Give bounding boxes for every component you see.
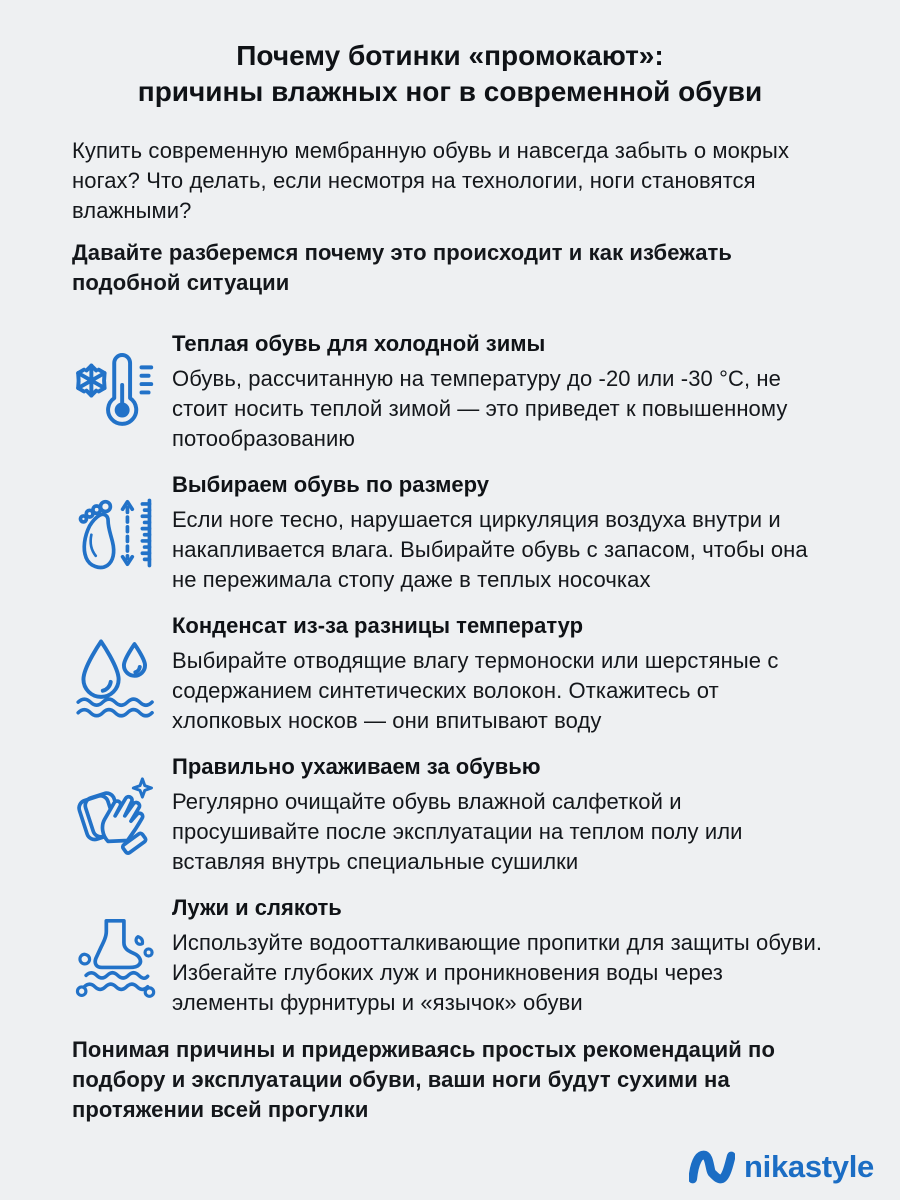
cleaning-wipe-hand-icon (72, 759, 160, 871)
logo-wave-icon (689, 1148, 735, 1186)
section-body: Используйте водоотталкивающие пропитки для защиты обуви. Избегайте глубоких луж и проникновения воды через элементы фурнитуры и «язычок» обуви (172, 930, 823, 1015)
intro-paragraph: Купить современную мембранную обувь и навсегда забыть о мокрых ногах? Что делать, если несмотря на технологии, ноги становятся влажными? (72, 138, 790, 223)
tip-texts (172, 471, 828, 595)
section-heading: Выбираем обувь по размеру (172, 472, 489, 497)
tip-texts (172, 753, 828, 877)
section-heading: Правильно ухаживаем за обувью (172, 754, 541, 779)
page-title (72, 38, 828, 110)
brand-logo (689, 1148, 874, 1186)
logo-wordmark: nikastyle (744, 1149, 874, 1184)
tip-texts (172, 612, 828, 736)
section-body: Регулярно очищайте обувь влажной салфеткой и просушивайте после эксплуатации на теплом полу или вставляя внутрь специальные сушилки (172, 789, 743, 874)
foot-measurement-icon (72, 477, 160, 589)
lead-paragraph: Давайте разберемся почему это происходит и как избежать подобной ситуации (72, 240, 733, 295)
tip-section-puddles (72, 894, 828, 1018)
section-heading: Теплая обувь для холодной зимы (172, 331, 546, 356)
conclusion-paragraph: Понимая причины и придерживаясь простых рекомендаций по подбору и эксплуатации обуви, ваши ноги будут сухими на протяжении всей прогулки (72, 1037, 775, 1122)
tip-section-shoe-size (72, 471, 828, 595)
tip-texts (172, 894, 828, 1018)
tip-section-condensation (72, 612, 828, 736)
tip-section-care (72, 753, 828, 877)
section-body: Обувь, рассчитанную на температуру до -20 или -30 °С, не стоит носить теплой зимой — это приведет к повышенному потообразованию (172, 366, 788, 451)
boot-puddle-icon (72, 900, 160, 1012)
tip-texts (172, 330, 828, 454)
snowflake-thermometer-icon (72, 336, 160, 448)
section-heading: Конденсат из-за разницы температур (172, 613, 584, 638)
section-heading: Лужи и слякоть (172, 895, 342, 920)
water-drops-icon (72, 618, 160, 730)
tip-section-winter-boots (72, 330, 828, 454)
tips-list (72, 330, 828, 1018)
page-title-line1: Почему ботинки «промокают»: (236, 40, 664, 71)
section-body: Выбирайте отводящие влагу термоноски или шерстяные с содержанием синтетических волокон. Откажитесь от хлопковых носков — они впитывают воду (172, 648, 779, 733)
section-body: Если ноге тесно, нарушается циркуляция воздуха внутри и накапливается влага. Выбирайте обувь с запасом, чтобы она не пережимала стопу даже в теплых носочках (172, 507, 808, 592)
page-title-line2: причины влажных ног в современной обуви (137, 76, 763, 107)
